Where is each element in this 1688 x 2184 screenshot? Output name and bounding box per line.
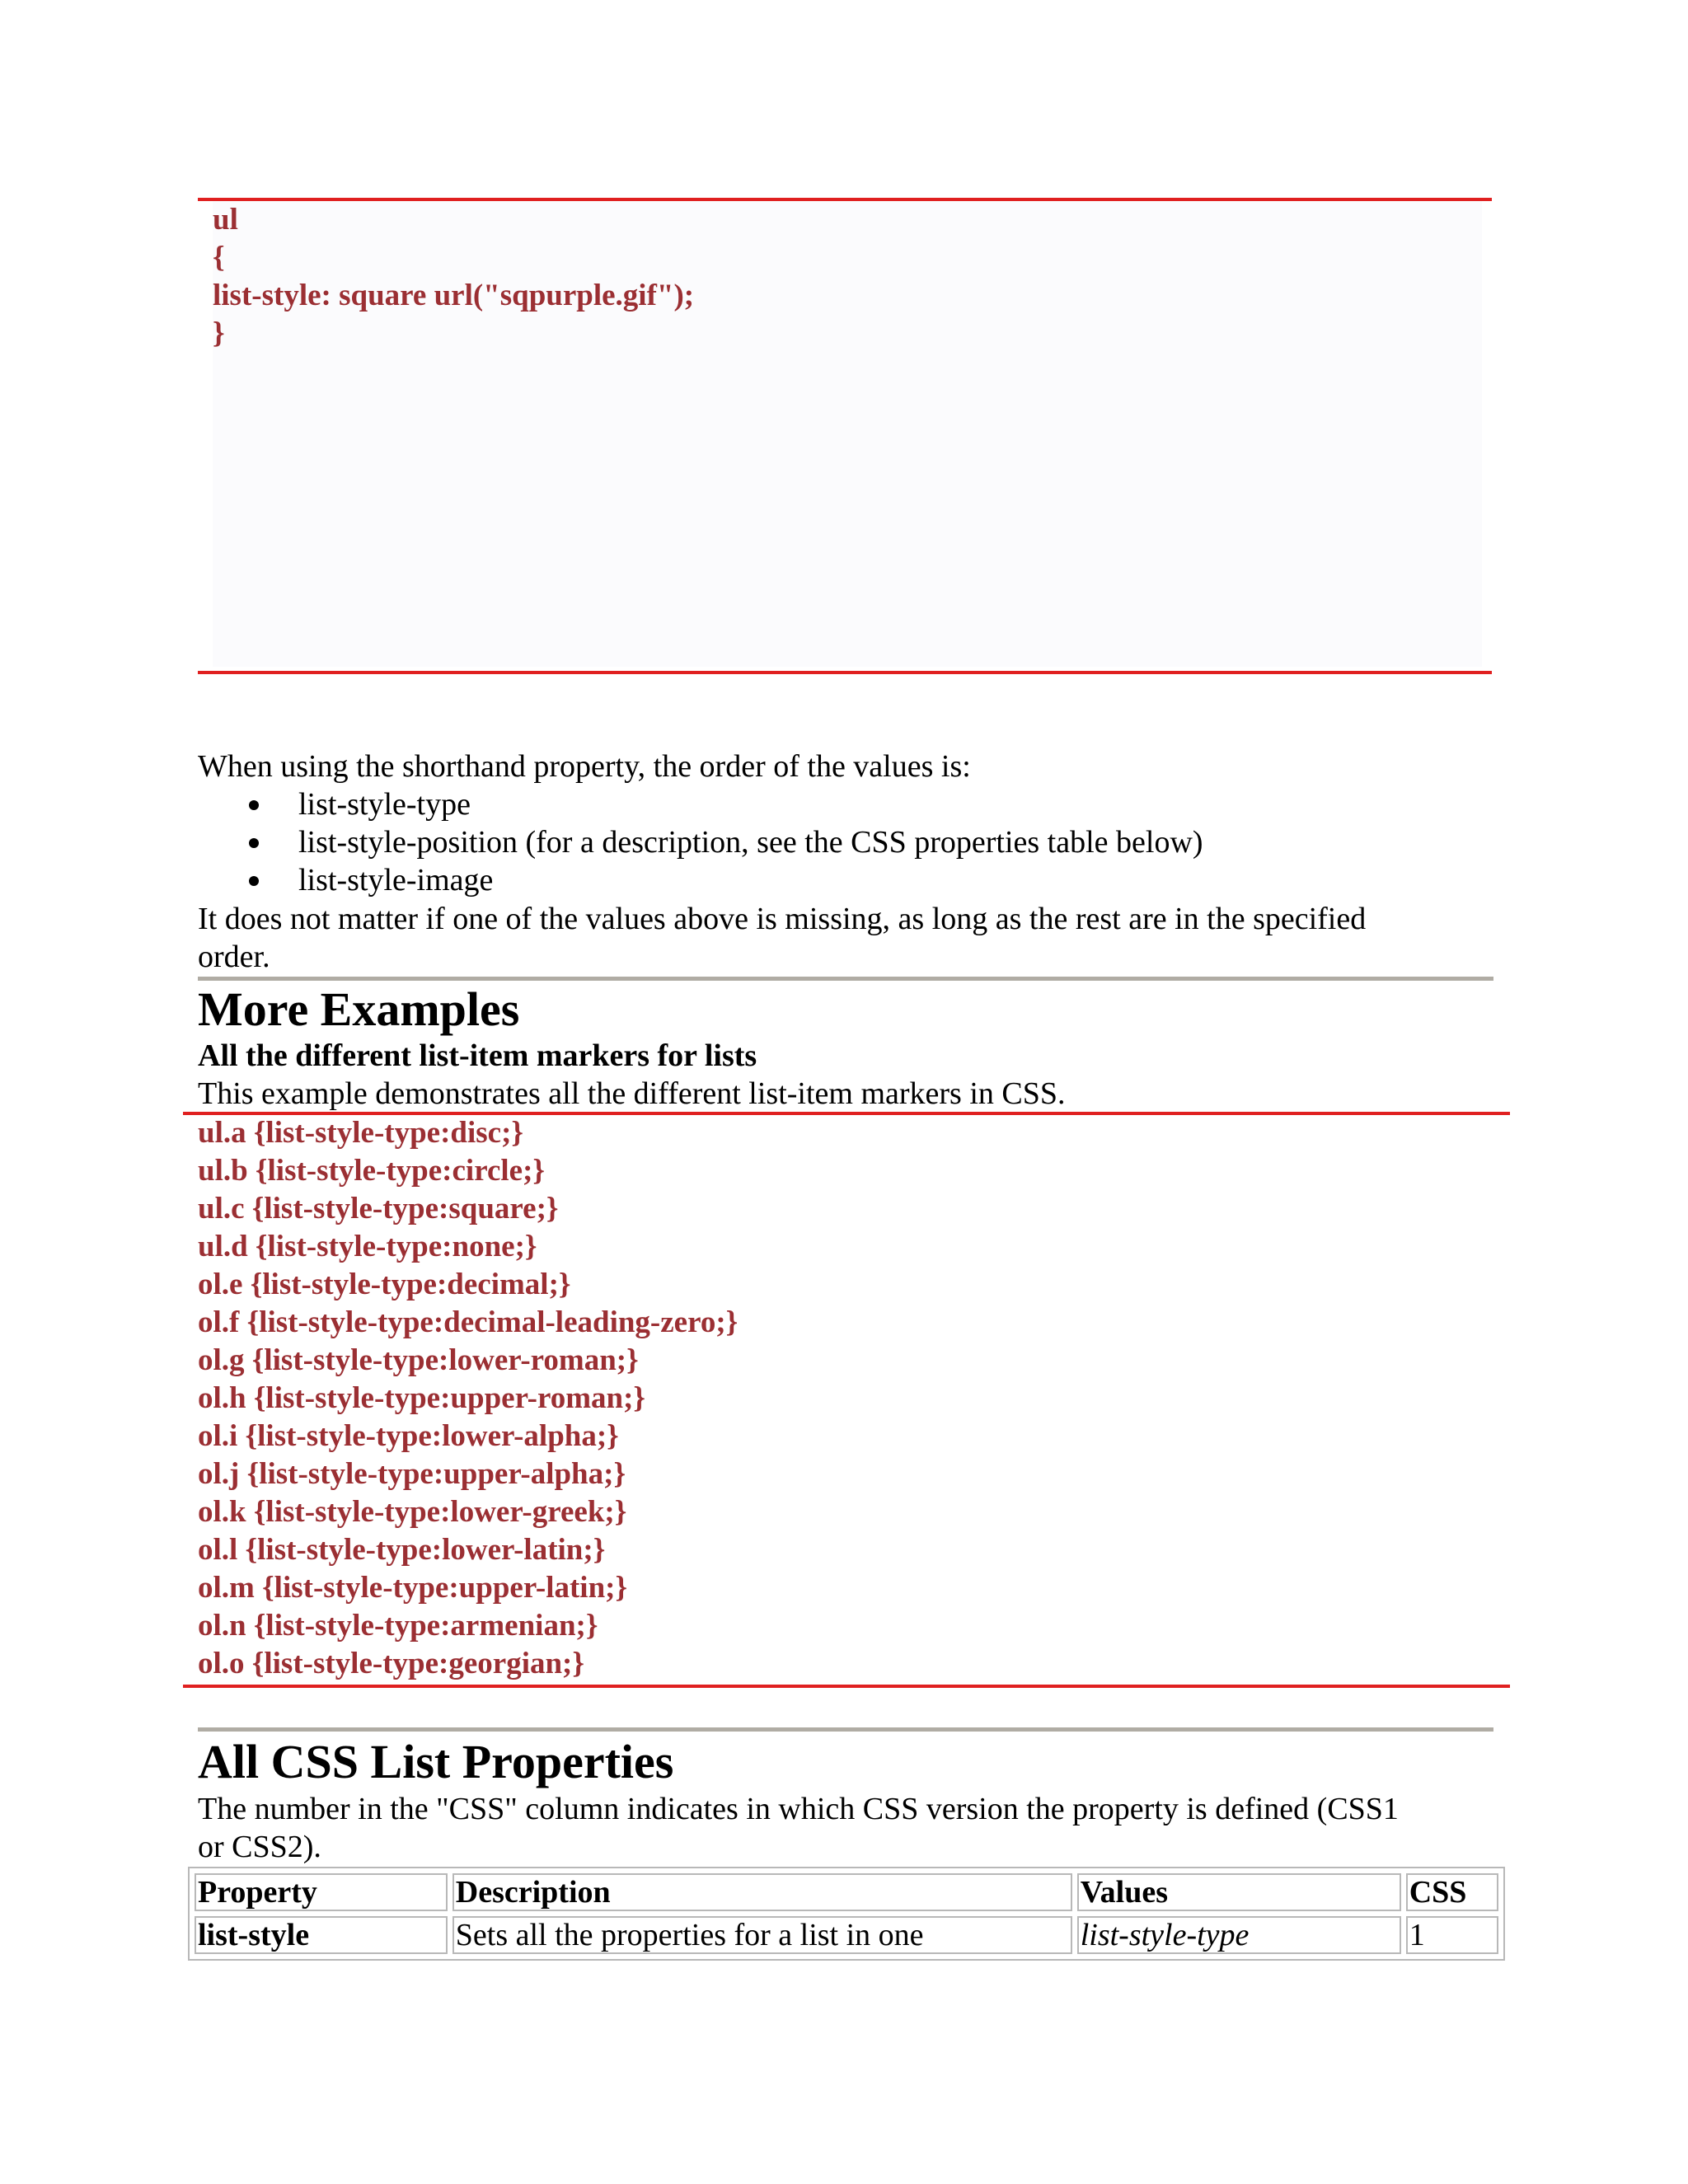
code-line: ul.d {list-style-type:none;} bbox=[198, 1230, 537, 1263]
code-block-1 bbox=[213, 201, 1482, 667]
code-line: ol.n {list-style-type:armenian;} bbox=[198, 1609, 598, 1643]
more-examples-heading: More Examples bbox=[198, 982, 520, 1036]
properties-description-line-1: The number in the "CSS" column indicates in which CSS version the property is defined (CSS1 bbox=[198, 1792, 1399, 1826]
code-line: ol.f {list-style-type:decimal-leading-zero;} bbox=[198, 1305, 738, 1339]
list-item: list-style-type bbox=[198, 785, 1203, 823]
section-divider bbox=[198, 1727, 1493, 1732]
code-line: ol.i {list-style-type:lower-alpha;} bbox=[198, 1419, 619, 1453]
code-line: ol.m {list-style-type:upper-latin;} bbox=[198, 1571, 628, 1605]
list-item: list-style-position (for a description, see the CSS properties table below) bbox=[198, 823, 1203, 861]
properties-description-line-2: or CSS2). bbox=[198, 1830, 321, 1864]
code-line: ul.b {list-style-type:circle;} bbox=[198, 1154, 545, 1188]
bullet-icon bbox=[249, 800, 259, 810]
code-line: ol.h {list-style-type:upper-roman;} bbox=[198, 1381, 646, 1415]
code-line: ol.g {list-style-type:lower-roman;} bbox=[198, 1343, 639, 1377]
column-header-values: Values bbox=[1077, 1873, 1401, 1911]
code-line: { bbox=[213, 241, 225, 274]
code-line: ol.k {list-style-type:lower-greek;} bbox=[198, 1495, 627, 1529]
bullet-icon bbox=[249, 838, 259, 848]
column-header-description: Description bbox=[452, 1873, 1072, 1911]
code-line: ol.e {list-style-type:decimal;} bbox=[198, 1268, 571, 1301]
section-divider bbox=[198, 977, 1493, 981]
shorthand-intro: When using the shorthand property, the order of the values is: bbox=[198, 749, 971, 784]
shorthand-note-line-1: It does not matter if one of the values above is missing, as long as the rest are in the specified bbox=[198, 902, 1367, 936]
list-item: list-style-image bbox=[198, 861, 1203, 899]
bullet-icon bbox=[249, 876, 259, 886]
cell-values: list-style-type bbox=[1077, 1916, 1401, 1954]
properties-table bbox=[188, 1867, 1505, 1961]
code-line: ul bbox=[213, 203, 238, 237]
cell-property: list-style bbox=[195, 1916, 448, 1954]
code-line: ol.l {list-style-type:lower-latin;} bbox=[198, 1533, 606, 1567]
table-header-row bbox=[195, 1873, 1498, 1911]
code-block-bottom-rule bbox=[198, 671, 1492, 674]
column-header-css: CSS bbox=[1406, 1873, 1498, 1911]
example-title: All the different list-item markers for lists bbox=[198, 1038, 757, 1073]
code-line: } bbox=[213, 316, 225, 350]
shorthand-note-line-2: order. bbox=[198, 940, 270, 974]
column-header-property: Property bbox=[195, 1873, 448, 1911]
code-line: ul.a {list-style-type:disc;} bbox=[198, 1116, 524, 1150]
code-line: ul.c {list-style-type:square;} bbox=[198, 1192, 559, 1226]
properties-heading: All CSS List Properties bbox=[198, 1735, 674, 1788]
code-block-bottom-rule bbox=[183, 1685, 1510, 1688]
example-description: This example demonstrates all the different list-item markers in CSS. bbox=[198, 1076, 1066, 1111]
cell-description: Sets all the properties for a list in one bbox=[452, 1916, 1072, 1954]
table-row bbox=[195, 1916, 1498, 1954]
code-line: list-style: square url("sqpurple.gif"); bbox=[213, 279, 695, 312]
code-line: ol.o {list-style-type:georgian;} bbox=[198, 1647, 584, 1680]
code-line: ol.j {list-style-type:upper-alpha;} bbox=[198, 1457, 626, 1491]
shorthand-order-list bbox=[198, 785, 1203, 899]
cell-css-version: 1 bbox=[1406, 1916, 1498, 1954]
